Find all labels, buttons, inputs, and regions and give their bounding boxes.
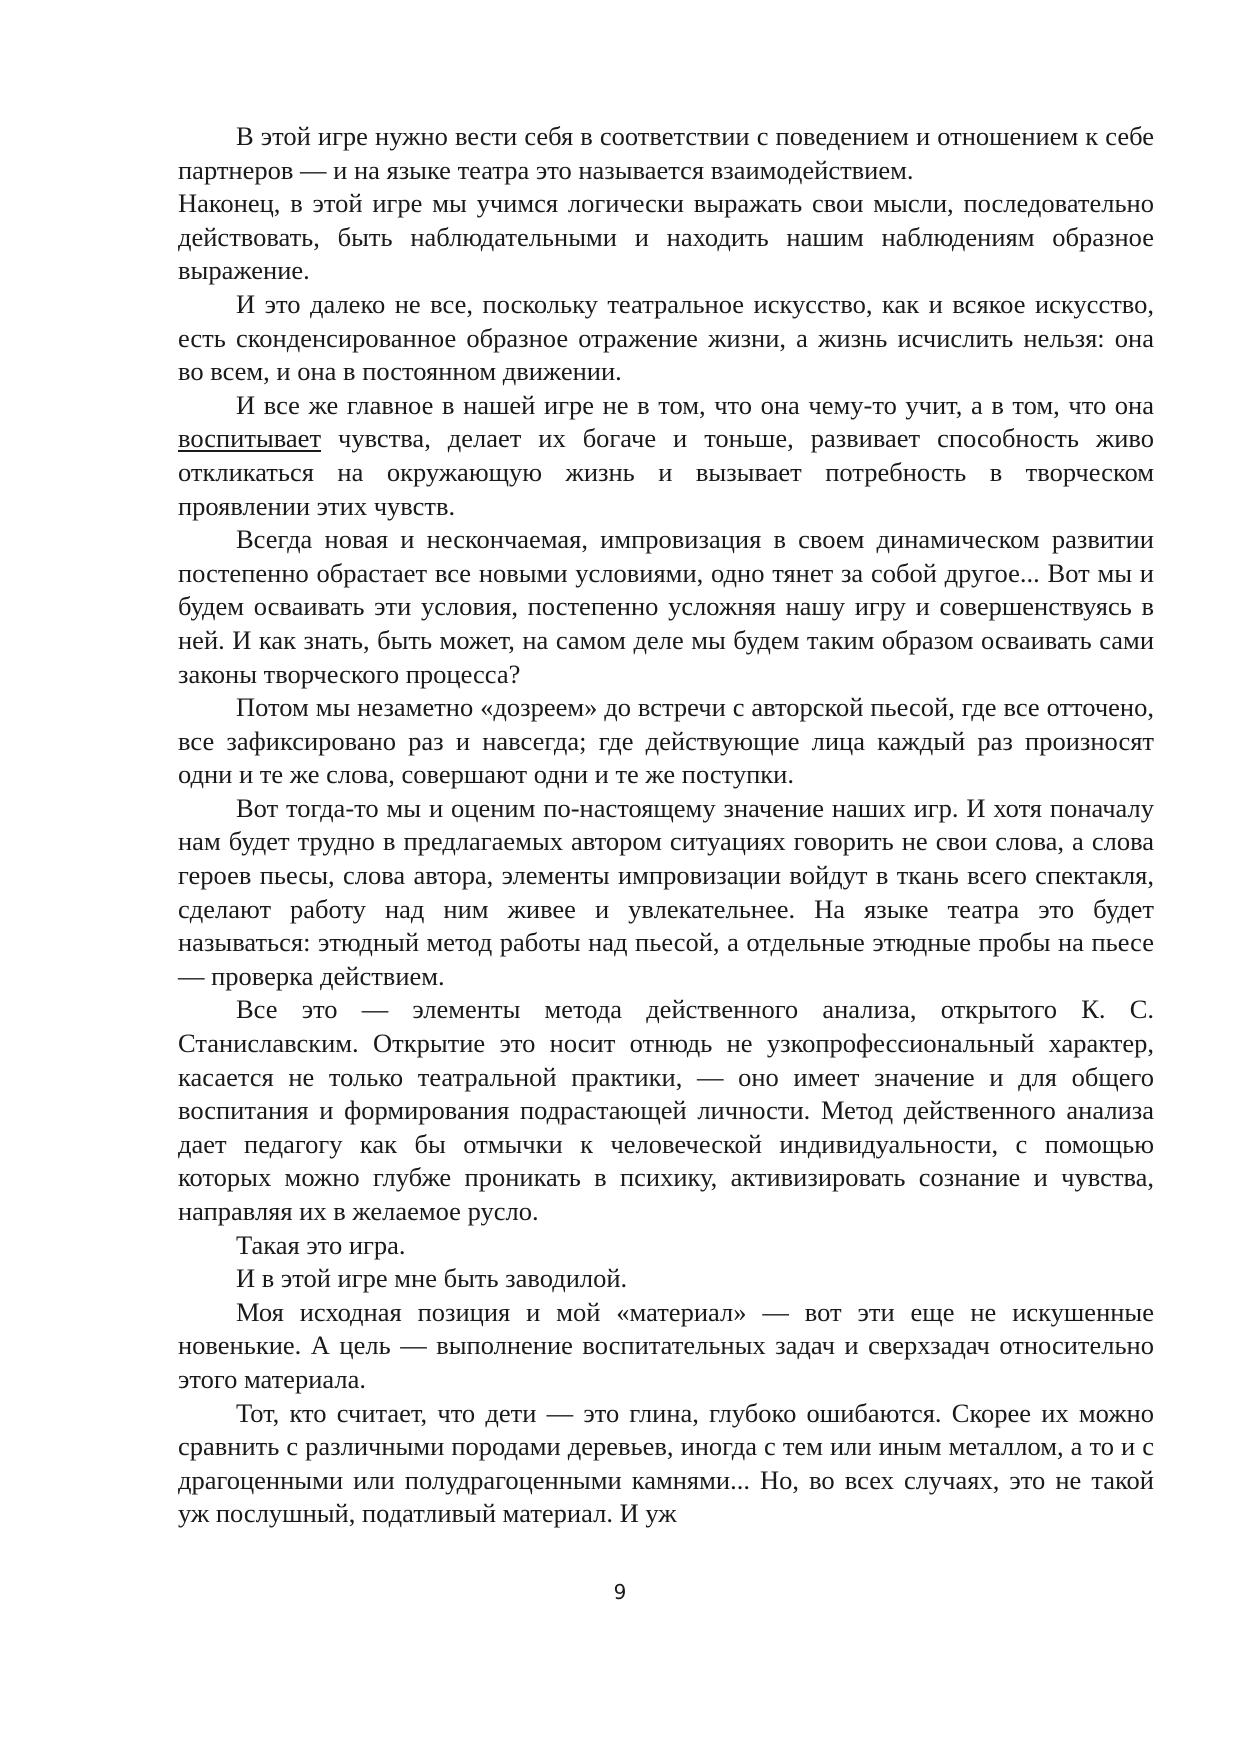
underlined-word: воспитывает (178, 423, 322, 454)
paragraph-10: И в этой игре мне быть заводилой. (236, 1263, 628, 1294)
paragraph-3: И это далеко не все, поскольку театральное искусство, как и всякое искусство, есть сконденсированное образное отражение жизни, а жизнь исчислить нельзя: она во всем, и она в постоянном движении. (178, 288, 1154, 387)
page-number: 9 (613, 1580, 627, 1604)
paragraph-7: Вот тогда-то мы и оценим по-настоящему значение наших игр. И хотя поначалу нам будет трудно в предлагаемых автором ситуациях говорить не свои слова, а слова героев пьесы, слова автора, элементы импровизации войдут в ткань всего спектакля, сделают работу над ним живее и увлекательнее. На языке театра это будет называться: этюдный метод работы над пьесой, а отдельные этюдные пробы на пьесе — проверка действием. (178, 792, 1154, 991)
page-body (178, 120, 1154, 1531)
paragraph-11: Моя исходная позиция и мой «материал» — вот эти еще не искушенные новенькие. А цель — выполнение воспитательных задач и сверхзадач относительно этого материала. (178, 1296, 1154, 1394)
paragraph-4-part-2: чувства, делает их богаче и тоньше, развивает способность живо откликаться на окружающую жизнь и вызывает потребность в творческом проявлении этих чувств. (178, 423, 1154, 521)
paragraph-4-part-1: И все же главное в нашей игре не в том, что она чему-то учит, а в том, что она (236, 389, 1154, 420)
paragraph-4 (178, 389, 1154, 523)
paragraph-2: Наконец, в этой игре мы учимся логически выражать свои мысли, последовательно действовать, быть наблюдательными и находить нашим наблюдениям образное выражение. (178, 188, 1154, 286)
paragraph-6: Потом мы незаметно «дозреем» до встречи с авторской пьесой, где все отточено, все зафиксировано раз и навсегда; где действующие лица каждый раз произносят одни и те же слова, совершают одни и те же поступки. (178, 692, 1154, 790)
paragraph-12: Тот, кто считает, что дети — это глина, глубоко ошибаются. Скорее их можно сравнить с различными породами деревьев, иногда с тем или иным металлом, а то и с драгоценными или полудрагоценными камнями... Но, во всех случаях, это не такой уж послушный, податливый материал. И уж (178, 1397, 1154, 1529)
paragraph-5: Всегда новая и нескончаемая, импровизация в своем динамическом развитии постепенно обрастает все новыми условиями, одно тянет за собой другое... Вот мы и будем осваивать эти условия, постепенно усложняя нашу игру и совершенствуясь в ней. И как знать, быть может, на самом деле мы будем таким образом осваивать сами законы творческого процесса? (178, 524, 1154, 689)
paragraph-8: Все это — элементы метода действенного анализа, открытого К. С. Станиславским. Открытие это носит отнюдь не узкопрофессиональный характер, касается не только театральной практики, — оно имеет значение и для общего воспитания и формирования подрастающей личности. Метод действенного анализа дает педагогу как бы отмычки к человеческой индивидуальности, с помощью которых можно глубже проникать в психику, активизировать сознание и чувства, направляя их в желаемое русло. (178, 994, 1154, 1226)
paragraph-9: Такая это игра. (236, 1229, 406, 1260)
paragraph-1: В этой игре нужно вести себя в соответствии с поведением и отношением к себе партнеров — и на языке театра это называется взаимодействием. (178, 121, 1154, 185)
